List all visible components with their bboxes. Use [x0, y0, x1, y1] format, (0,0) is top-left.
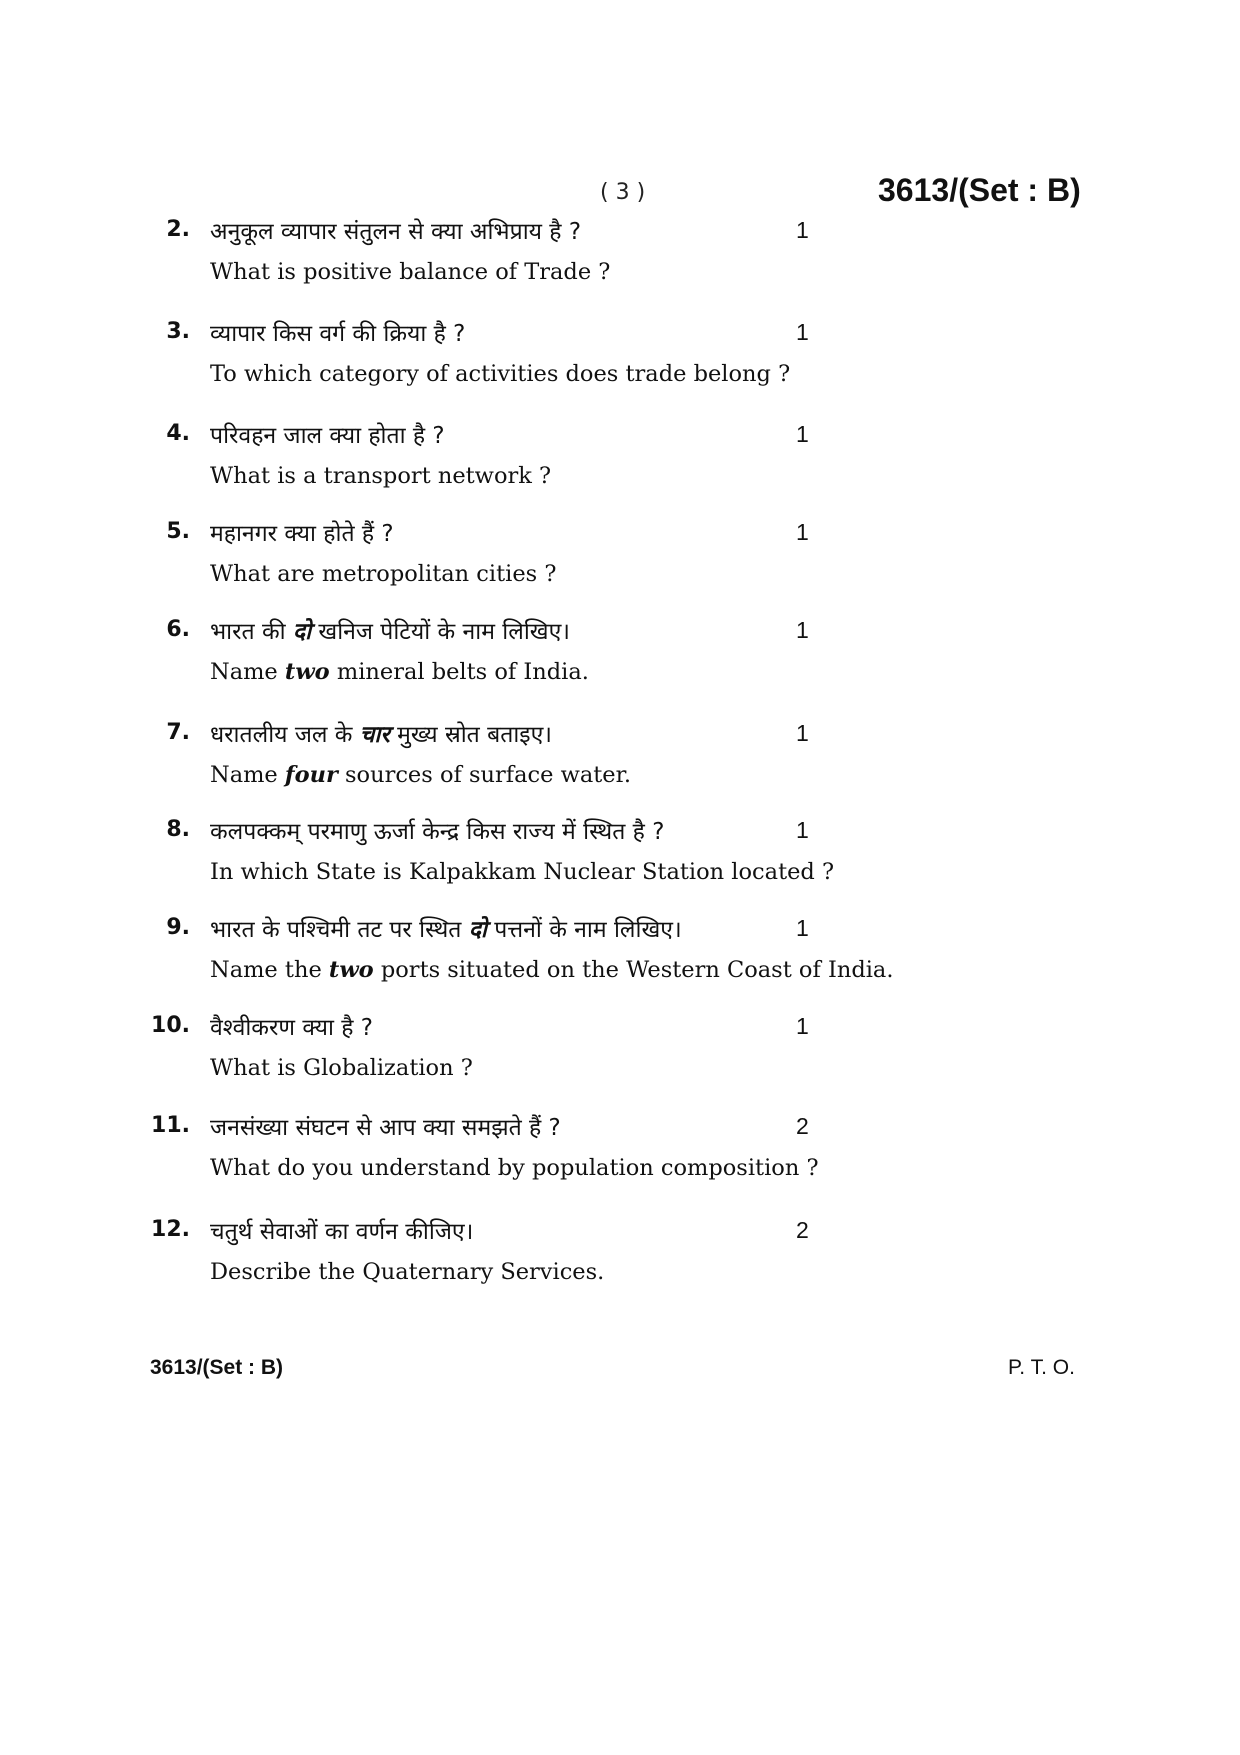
question-marks: 1	[796, 421, 809, 447]
question-number: 4.	[166, 421, 190, 446]
question-text-hindi: व्यापार किस वर्ग की क्रिया है ?	[210, 321, 466, 347]
question-number: 7.	[166, 720, 190, 745]
question-text-english: Name two mineral belts of India.	[210, 659, 589, 685]
question-number: 12.	[151, 1217, 190, 1242]
question-text-english: Name the two ports situated on the Western Coast of India.	[210, 957, 894, 983]
question-number: 10.	[151, 1013, 190, 1038]
question-text-english: To which category of activities does trade belong ?	[210, 361, 791, 387]
set-code-header: 3613/(Set : B)	[878, 172, 1081, 208]
question-marks: 1	[796, 915, 809, 941]
question-marks: 1	[796, 1013, 809, 1039]
question-text-hindi: चतुर्थ सेवाओं का वर्णन कीजिए।	[210, 1219, 474, 1245]
question-text-hindi: भारत के पश्चिमी तट पर स्थित दो पत्तनों के नाम लिखिए।	[210, 917, 682, 943]
question-text-hindi: अनुकूल व्यापार संतुलन से क्या अभिप्राय है ?	[210, 219, 582, 245]
question-text-english: Name four sources of surface water.	[210, 762, 632, 788]
emphasis-word: two	[328, 957, 374, 983]
question-text-hindi: कलपक्कम् परमाणु ऊर्जा केन्द्र किस राज्य में स्थित है ?	[210, 819, 665, 845]
emphasis-word: four	[284, 762, 338, 788]
question-text-english: What are metropolitan cities ?	[210, 561, 557, 587]
question-marks: 2	[796, 1113, 809, 1139]
question-text-english: Describe the Quaternary Services.	[210, 1259, 605, 1285]
question-text-hindi: महानगर क्या होते हैं ?	[210, 521, 394, 547]
footer-set-code: 3613/(Set : B)	[150, 1356, 284, 1379]
footer-pto: P. T. O.	[1008, 1356, 1075, 1379]
question-text-english: What do you understand by population composition ?	[210, 1155, 819, 1181]
question-marks: 1	[796, 217, 809, 243]
question-text-hindi: भारत की दो खनिज पेटियों के नाम लिखिए।	[210, 619, 571, 645]
question-marks: 2	[796, 1217, 809, 1243]
question-text-hindi: जनसंख्या संघटन से आप क्या समझते हैं ?	[210, 1115, 561, 1141]
question-number: 9.	[166, 915, 190, 940]
question-marks: 1	[796, 617, 809, 643]
emphasis-word: चार	[359, 722, 390, 748]
question-marks: 1	[796, 519, 809, 545]
question-number: 11.	[151, 1113, 190, 1138]
question-text-english: What is Globalization ?	[210, 1055, 473, 1081]
question-marks: 1	[796, 319, 809, 345]
question-text-english: In which State is Kalpakkam Nuclear Station located ?	[210, 859, 835, 885]
page-number: ( 3 )	[600, 180, 646, 205]
question-number: 3.	[166, 319, 190, 344]
question-text-hindi: धरातलीय जल के चार मुख्य स्रोत बताइए।	[210, 722, 553, 748]
question-marks: 1	[796, 817, 809, 843]
question-number: 6.	[166, 617, 190, 642]
emphasis-word: दो	[468, 917, 487, 943]
question-marks: 1	[796, 720, 809, 746]
question-text-hindi: वैश्वीकरण क्या है ?	[210, 1015, 373, 1041]
question-number: 8.	[166, 817, 190, 842]
question-text-english: What is positive balance of Trade ?	[210, 259, 611, 285]
question-number: 5.	[166, 519, 190, 544]
emphasis-word: two	[284, 659, 330, 685]
question-number: 2.	[166, 217, 190, 242]
emphasis-word: दो	[292, 619, 312, 645]
question-text-hindi: परिवहन जाल क्या होता है ?	[210, 423, 445, 449]
question-text-english: What is a transport network ?	[210, 463, 552, 489]
